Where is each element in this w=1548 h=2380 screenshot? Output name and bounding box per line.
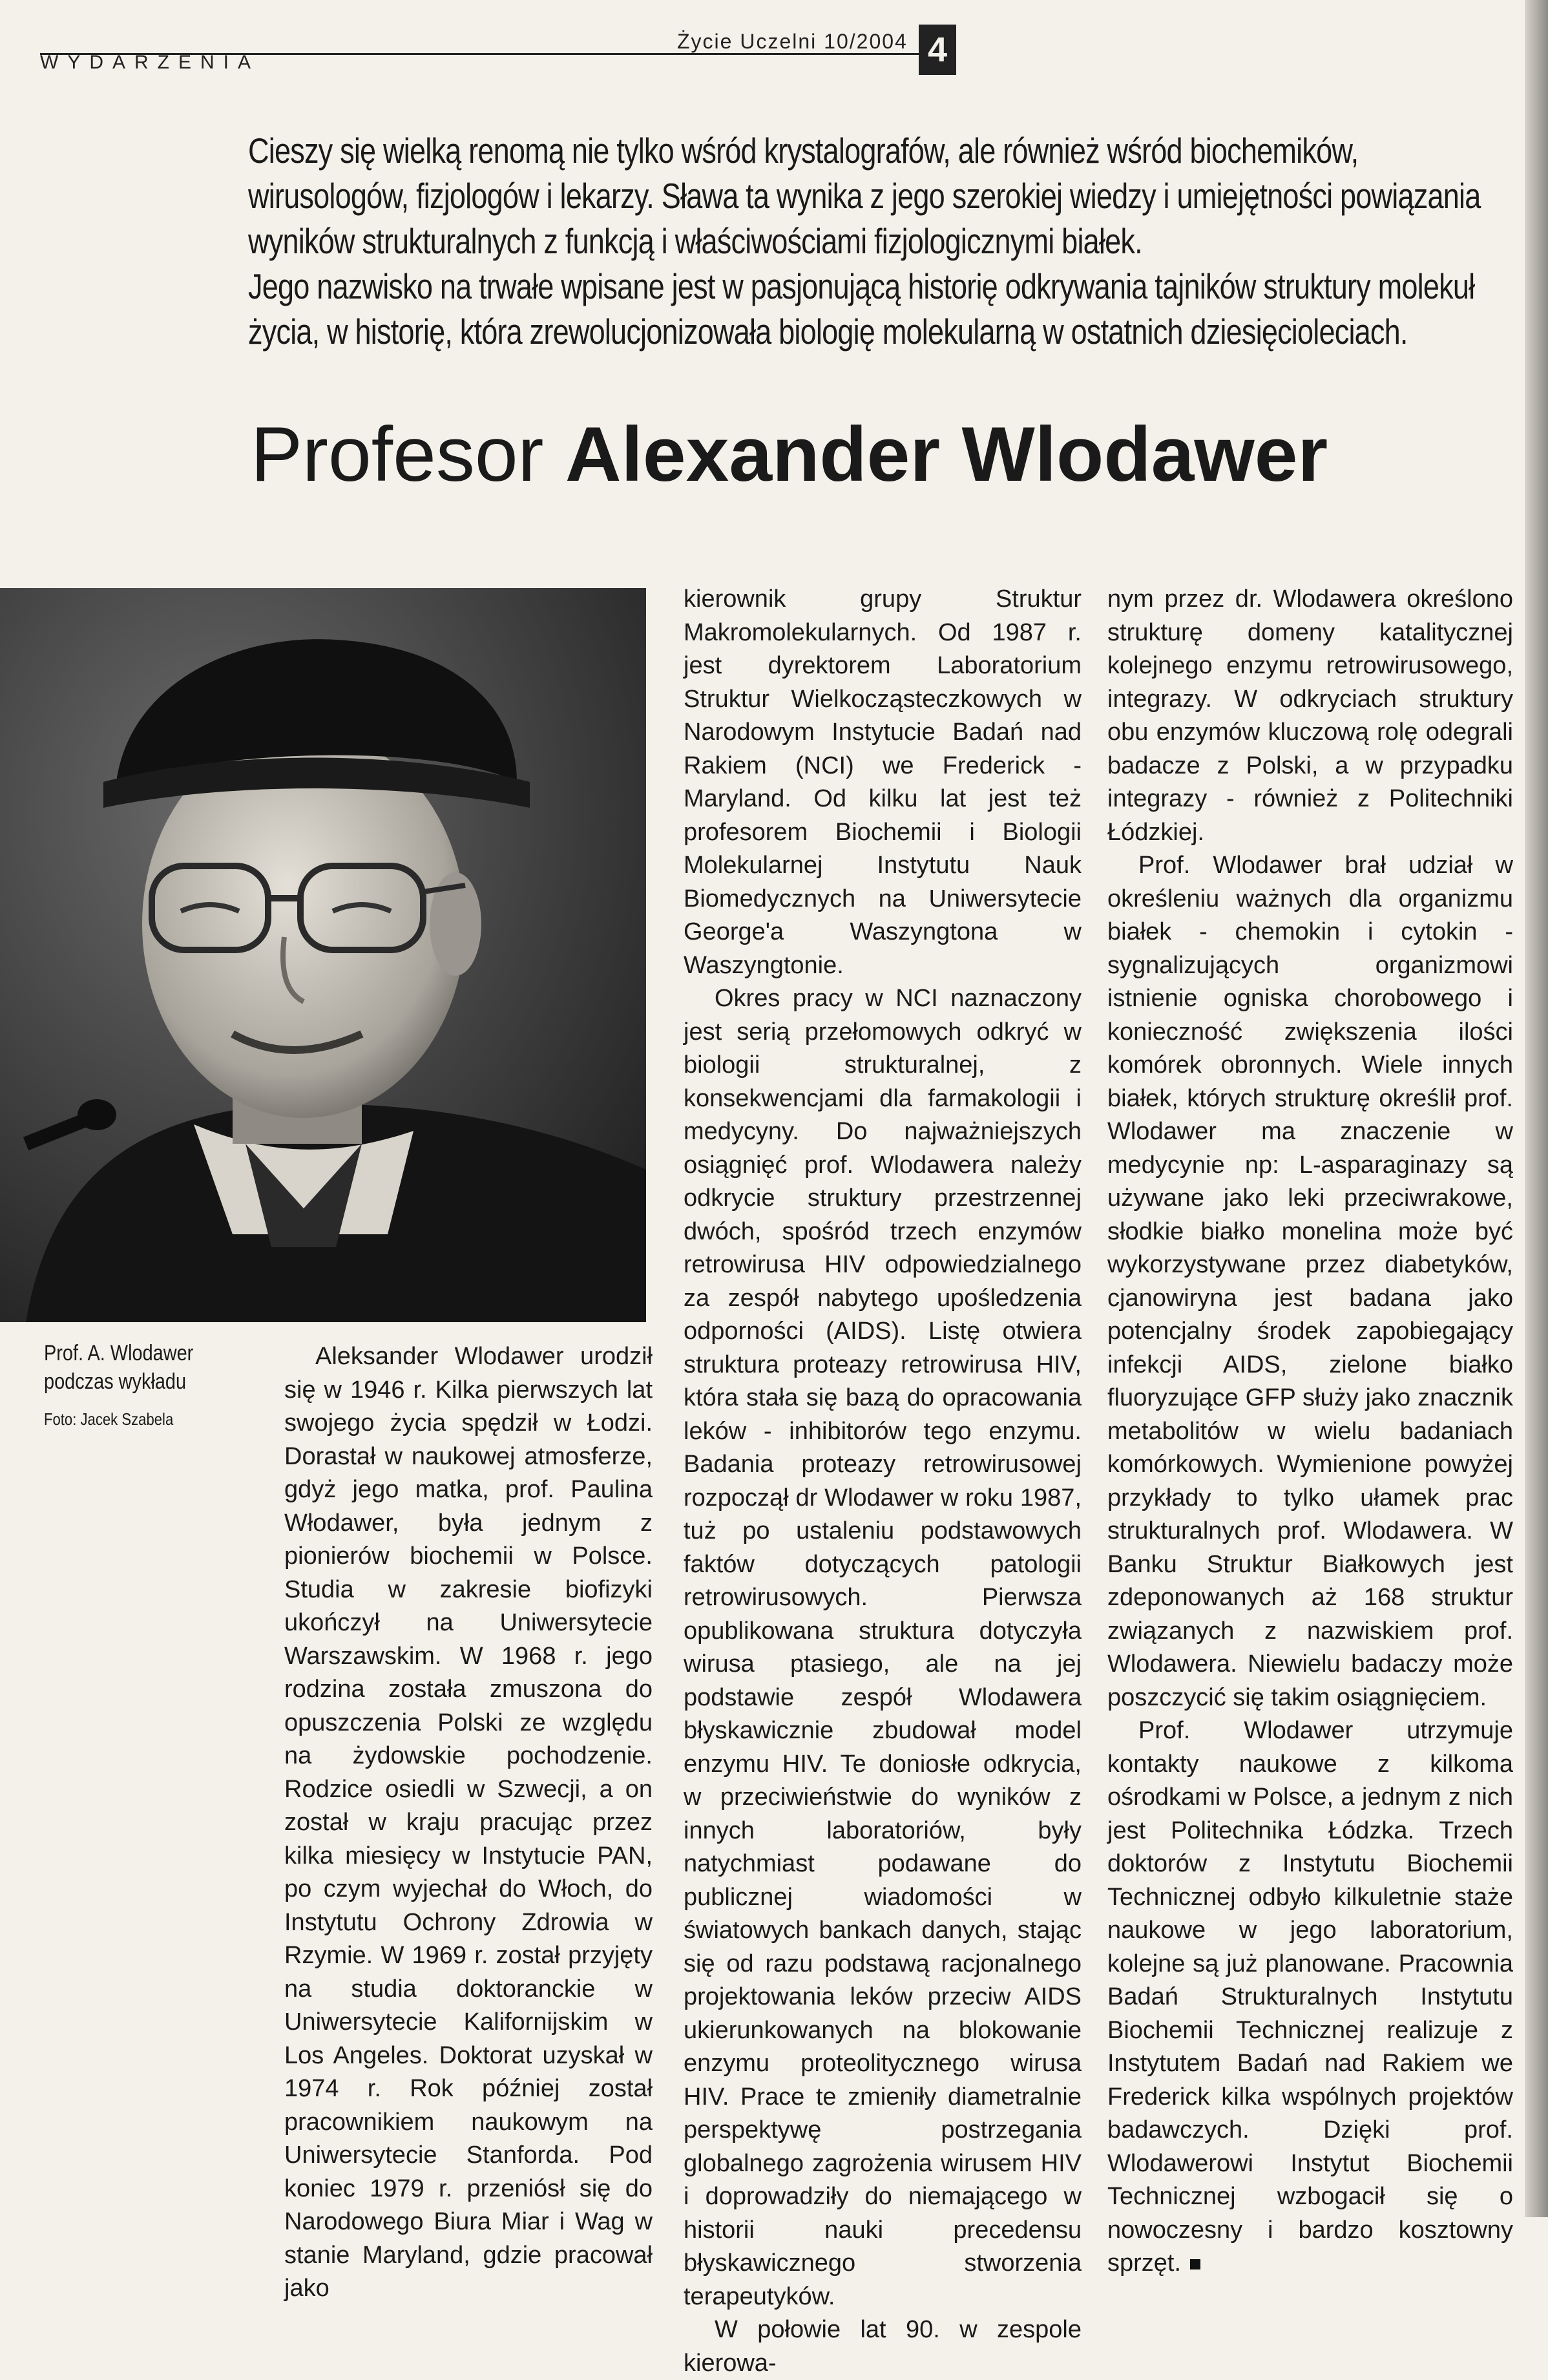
body-column-2 [684,583,1082,2380]
lead-paragraph-2: Jego nazwisko na trwałe wpisane jest w pasjonującą historię odkrywania tajników struktury molekuł życia, w historię, która zrewolucjonizowała biologię molekularną w ostatnich dziesięcioleciach. [248,266,1475,352]
end-of-article-mark [1190,2259,1200,2269]
professor-photo [0,588,646,1322]
col2-paragraph-1: kierownik grupy Struktur Makromolekularnych. Od 1987 r. jest dyrektorem Laboratorium Struktur Wielkocząsteczkowych w Narodowym Instytucie Badań nad Rakiem (NCI) we Frederick - Maryland. Od kilku lat jest też profesorem Biochemii i Biologii Molekularnej Instytutu Nauk Biomedycznych na Uniwersytecie George'a Waszyngtona w Waszyngtonie. [684,585,1082,979]
photo-caption [44,1339,204,1433]
col3-paragraph-1: nym przez dr. Wlodawera określono strukturę domeny katalitycznej kolejnego enzymu retrowirusowego, integrazy. W odkryciach struktury obu enzymów kluczową rolę odegrali badacze z Polski, a w przypadku integrazy - również z Politechniki Łódzkiej. [1107,585,1513,846]
col3-paragraph-3 [1107,1714,1513,2280]
col2-paragraph-2: Okres pracy w NCI naznaczony jest serią przełomowych odkryć w biologii strukturalnej, z konsekwencjami dla farmakologii i medycyny. Do najważniejszych osiągnięć prof. Wlodawera należy odkrycie struktury przestrzennej dwóch, spośród trzech enzymów retrowirusa HIV odpowiedzialnego za zespół nabytego upośledzenia odporności (AIDS). Listę otwiera struktura proteazy retrowirusa HIV, która stała się bazą do opracowania leków - inhibitorów tego enzymu. Badania proteazy retrowirusowej rozpoczął dr Wlodawer w roku 1987, tuż po ustaleniu podstawowych faktów dotyczących patologii retrowirusowych. Pierwsza opublikowana struktura dotyczyła wirusa ptasiego, ale na jej podstawie zespół Wlodawera błyskawicznie zbudował model enzymu HIV. Te doniosłe odkrycia, w przeciwieństwie do wyników z innych laboratoriów, były natychmiast podawane do publicznej wiadomości w światowych bankach danych, stając się od razu podstawą racjonalnego projektowania leków przeciw AIDS ukierunkowanych na blokowanie enzymu proteolitycznego wirusa HIV. Prace te zmieniły diametralnie perspektywę postrzegania globalnego zagrożenia wirusem HIV i doprowadziły do niemającego w historii nauki precedensu błyskawicznego stworzenia terapeutyków. [684,985,1082,2310]
body-column-3 [1107,583,1513,2280]
photo-credit: Foto: Jacek Szabela [44,1409,174,1429]
lead-block [248,128,1503,354]
title-name: Alexander Wlodawer [565,411,1328,498]
col3-paragraph-3-text: Prof. Wlodawer utrzymuje kontakty naukowe z kilkoma ośrodkami w Polsce, a jednym z nich jest Politechnika Łódzka. Trzech doktorów z Instytutu Biochemii Technicznej odbyło kilkuletnie staże naukowe w jego laboratorium, kolejne są już planowane. Pracownia Badań Strukturalnych Instytutu Biochemii Technicznej realizuje z Instytutem Badań nad Rakiem we Frederick kilka wspólnych projektów badawczych. Dzięki prof. Wlodawerowi Instytut Biochemii Technicznej wzbogacił się o nowoczesny i bardzo kosztowny sprzęt. [1107,1717,1513,2277]
section-label: WYDARZENIA [40,52,260,73]
lead-paragraph-1: Cieszy się wielką renomą nie tylko wśród krystalografów, ale również wśród biochemików, wirusologów, fizjologów i lekarzy. Sława ta wynika z jego szerokiej wiedzy i umiejętności powiązania wyników strukturalnych z funkcją i właściwościami fizjologicznymi białek. [248,131,1481,261]
body-column-1 [284,1340,653,2306]
col3-paragraph-2: Prof. Wlodawer brał udział w określeniu ważnych dla organizmu białek - chemokin i cytokin - sygnalizujących organizmowi istnienie ogniska chorobowego i konieczność zwiększenia ilości komórek obronnych. Wiele innych białek, których strukturę określił prof. Wlodawer ma znaczenie w medycynie np: L-asparaginazy są używane jako leki przeciwrakowe, słodkie białko monelina może być wykorzystywane przez diabetyków, cjanowiryna jest badana jako potencjalny środek zapobiegający infekcji AIDS, zielone białko fluoryzujące GFP służy jako znacznik metabolitów w wielu badaniach komórkowych. Wymienione powyżej przykłady to tylko ułamek prac strukturalnych prof. Wlodawera. W Banku Struktur Białkowych jest zdeponowanych aż 168 struktur związanych z nazwiskiem prof. Wlodawera. Niewielu badaczy może poszczycić się takim osiągnięciem. [1107,852,1513,1711]
portrait-illustration [0,588,646,1322]
article-title [251,406,1511,503]
page-edge-shadow [1525,0,1548,2217]
caption-text: Prof. A. Wlodawer podczas wykładu [44,1341,194,1394]
col1-paragraph-1: Aleksander Wlodawer urodził się w 1946 r. Kilka pierwszych lat swojego życia spędził w Łodzi. Dorastał w naukowej atmosferze, gdyż jego matka, prof. Paulina Włodawer, była jednym z pionierów biochemii w Polsce. Studia w zakresie biofizyki ukończył na Uniwersytecie Warszawskim. W 1968 r. jego rodzina została zmuszona do opuszczenia Polski ze względu na żydowskie pochodzenie. Rodzice osiedli w Szwecji, a on został w kraju pracując przez kilka miesięcy w Instytucie PAN, po czym wyjechał do Włoch, do Instytutu Ochrony Zdrowia w Rzymie. W 1969 r. został przyjęty na studia doktoranckie w Uniwersytecie Kalifornijskim w Los Angeles. Doktorat uzyskał w 1974 r. Rok później został pracownikiem naukowym na Uniwersytecie Stanforda. Pod koniec 1979 r. przeniósł się do Narodowego Biura Miar i Wag w stanie Maryland, gdzie pracował jako [284,1343,653,2302]
col2-paragraph-3: W połowie lat 90. w zespole kierowa- [684,2316,1082,2377]
title-prefix: Profesor [251,411,544,498]
journal-issue: Życie Uczelni 10/2004 [677,30,908,53]
page-number: 4 [919,25,956,75]
